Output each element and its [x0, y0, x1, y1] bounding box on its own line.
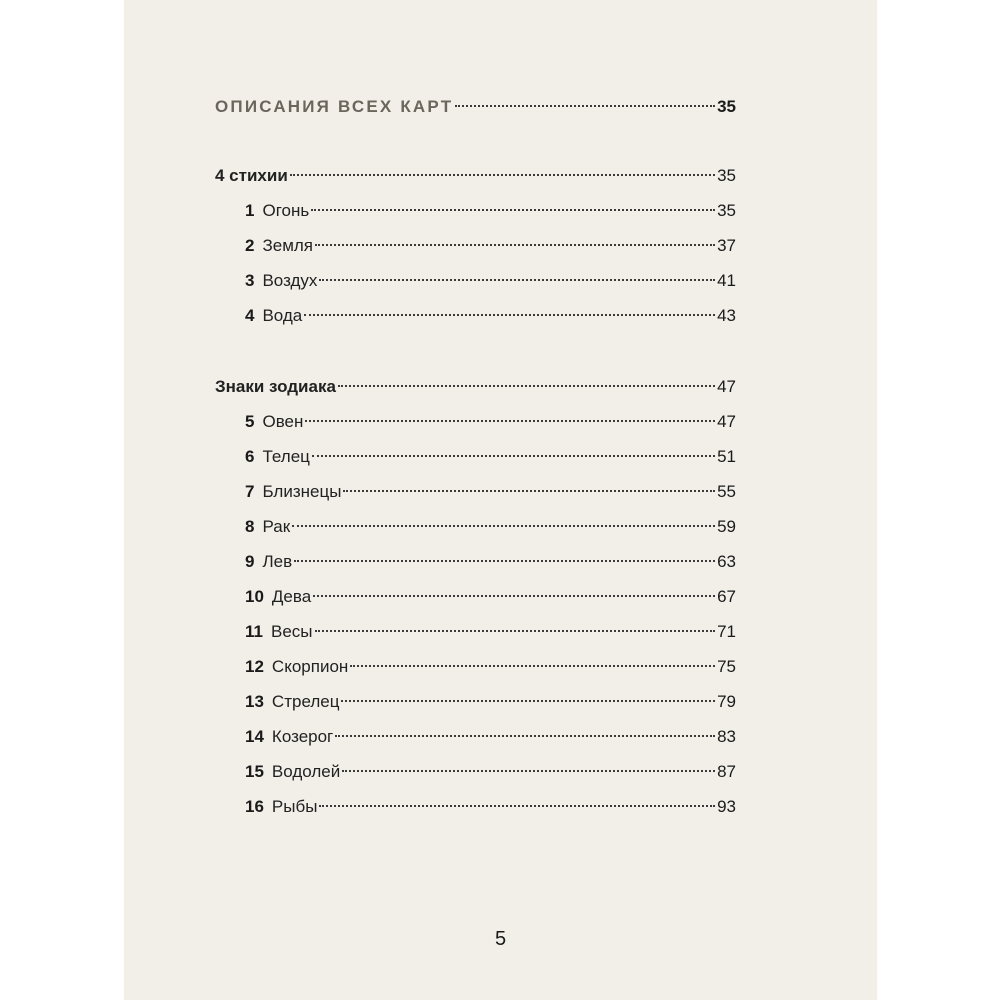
toc-item[interactable] [245, 301, 736, 331]
toc-item[interactable] [245, 617, 736, 647]
toc-item-number: 13 [245, 692, 264, 711]
toc-item[interactable] [245, 757, 736, 787]
toc-item[interactable] [245, 231, 736, 261]
dot-leader [315, 244, 715, 246]
toc-item[interactable] [245, 196, 736, 226]
toc-item-number: 5 [245, 412, 255, 431]
toc-item-label: Воздух [262, 271, 318, 290]
toc-item-label: Скорпион [271, 657, 349, 676]
toc-item[interactable] [245, 442, 736, 472]
toc-item-label: Весы [270, 622, 313, 641]
book-page [124, 0, 877, 1000]
dot-leader [312, 455, 715, 457]
toc-item-number: 16 [245, 797, 264, 816]
dot-leader [311, 209, 715, 211]
toc-page-number: 47 [717, 412, 736, 431]
dot-leader [350, 665, 715, 667]
toc-section-elements[interactable] [215, 161, 736, 191]
toc-item-number: 11 [245, 622, 263, 641]
toc-item-label: Огонь [262, 201, 310, 220]
dot-leader [319, 279, 715, 281]
page-number: 5 [494, 928, 507, 950]
toc-item-label: Козерог [271, 727, 334, 746]
toc-page-number: 67 [717, 587, 736, 606]
toc-item-label: Рак [262, 517, 291, 536]
toc-page-number: 83 [717, 727, 736, 746]
toc-item-label: Водолей [271, 762, 341, 781]
dot-leader [313, 595, 715, 597]
toc-item[interactable] [245, 407, 736, 437]
toc-item-number: 10 [245, 587, 264, 606]
toc-item[interactable] [245, 266, 736, 296]
toc-part-label: ОПИСАНИЯ ВСЕХ КАРТ [215, 97, 454, 116]
toc-item-number: 15 [245, 762, 264, 781]
toc-item[interactable] [245, 652, 736, 682]
toc-item[interactable] [245, 792, 736, 822]
toc-item-number: 1 [245, 201, 255, 220]
toc-item[interactable] [245, 547, 736, 577]
toc-item-number: 12 [245, 657, 264, 676]
dot-leader [455, 105, 715, 107]
toc-page-number: 71 [717, 622, 736, 641]
dot-leader [290, 174, 715, 176]
toc-item-number: 3 [245, 271, 255, 290]
toc-section-zodiac[interactable] [215, 372, 736, 402]
dot-leader [341, 700, 715, 702]
dot-leader [335, 735, 715, 737]
dot-leader [342, 770, 715, 772]
toc-item-number: 9 [245, 552, 255, 571]
toc-item[interactable] [245, 477, 736, 507]
toc-page-number: 55 [717, 482, 736, 501]
toc-item-label: Вода [262, 306, 303, 325]
toc-page-number: 93 [717, 797, 736, 816]
toc-page-number: 87 [717, 762, 736, 781]
toc-page-number: 79 [717, 692, 736, 711]
toc-page-number: 37 [717, 236, 736, 255]
toc-section-title: 4 стихии [215, 166, 288, 185]
toc-page-number: 75 [717, 657, 736, 676]
toc-item-number: 8 [245, 517, 255, 536]
toc-item[interactable] [245, 722, 736, 752]
dot-leader [294, 560, 715, 562]
toc-page-number: 35 [717, 97, 736, 116]
toc-part-heading[interactable] [215, 92, 736, 122]
dot-leader [338, 385, 715, 387]
toc-page-number: 35 [717, 201, 736, 220]
toc-page-number: 35 [717, 166, 736, 185]
toc-item-number: 14 [245, 727, 264, 746]
dot-leader [319, 805, 715, 807]
toc-item-number: 6 [245, 447, 255, 466]
toc-item[interactable] [245, 582, 736, 612]
toc-section-title: Знаки зодиака [215, 377, 336, 396]
toc-item[interactable] [245, 512, 736, 542]
toc-page-number: 43 [717, 306, 736, 325]
toc-item-label: Лев [262, 552, 293, 571]
toc-page-number: 47 [717, 377, 736, 396]
dot-leader [304, 314, 715, 316]
toc-item-number: 7 [245, 482, 255, 501]
toc-item-label: Овен [262, 412, 304, 431]
toc-page-number: 41 [717, 271, 736, 290]
toc-item-label: Земля [262, 236, 314, 255]
toc-item-label: Стрелец [271, 692, 340, 711]
toc-item-number: 2 [245, 236, 255, 255]
toc-page-number: 59 [717, 517, 736, 536]
toc-page-number: 51 [717, 447, 736, 466]
toc-item[interactable] [245, 687, 736, 717]
toc-item-label: Телец [262, 447, 310, 466]
dot-leader [305, 420, 715, 422]
toc-item-label: Близнецы [262, 482, 342, 501]
dot-leader [292, 525, 715, 527]
dot-leader [343, 490, 715, 492]
toc-item-label: Дева [271, 587, 312, 606]
dot-leader [315, 630, 716, 632]
toc-page-number: 63 [717, 552, 736, 571]
toc-item-label: Рыбы [271, 797, 318, 816]
toc-item-number: 4 [245, 306, 255, 325]
